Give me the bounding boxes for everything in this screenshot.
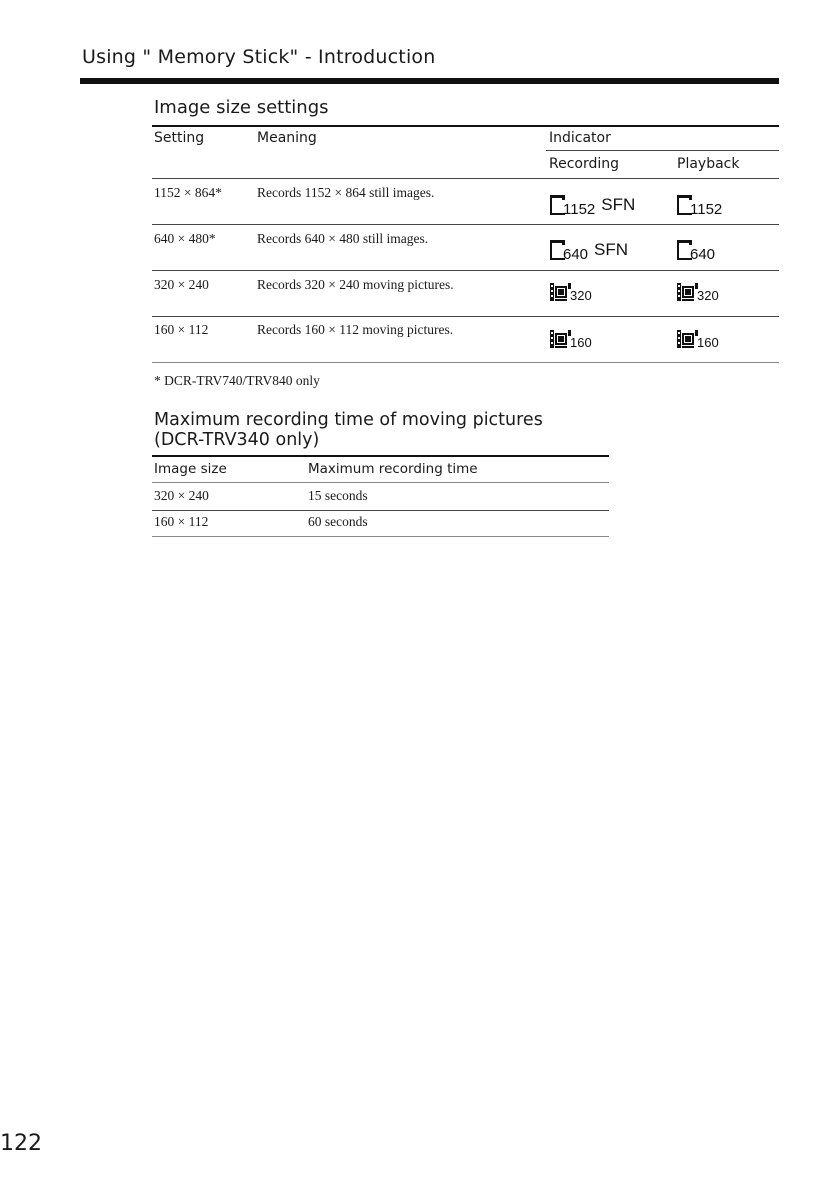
- table-header-bottom-rule: [152, 482, 609, 483]
- film-icon: [550, 330, 572, 348]
- section-title-image-size-settings: Image size settings: [154, 97, 329, 118]
- cell-meaning: Records 320 × 240 moving pictures.: [257, 277, 454, 292]
- indicator-size: 160: [697, 335, 719, 350]
- indicator-sfn: SFN: [594, 240, 629, 259]
- film-icon: [677, 283, 699, 301]
- row-divider: [152, 316, 779, 317]
- table-header-bottom-rule: [152, 178, 779, 179]
- cell-image-size: 160 × 112: [154, 514, 209, 529]
- section-rule: [152, 125, 779, 127]
- row-divider: [152, 224, 779, 225]
- section-title-line: (DCR-TRV340 only): [154, 430, 320, 450]
- recording-indicator: [550, 283, 592, 301]
- film-icon: [550, 283, 572, 301]
- page-header: Using " Memory Stick" - Introduction: [82, 46, 436, 68]
- column-header-indicator: Indicator: [549, 130, 611, 146]
- cell-setting: 1152 × 864*: [154, 185, 222, 200]
- indicator-size: 1152: [563, 201, 596, 218]
- header-rule: [80, 78, 779, 84]
- cell-setting: 160 × 112: [154, 322, 209, 337]
- indicator-size: 640: [690, 246, 716, 263]
- footnote: * DCR-TRV740/TRV840 only: [154, 373, 320, 388]
- cell-setting: 320 × 240: [154, 277, 209, 292]
- indicator-size: 640: [563, 246, 589, 263]
- film-icon: [677, 330, 699, 348]
- playback-indicator: [677, 195, 723, 218]
- playback-indicator: [677, 240, 716, 263]
- section-title-max-recording-time: [154, 410, 543, 450]
- cell-max-time: 15 seconds: [308, 488, 368, 503]
- indicator-size: 320: [697, 288, 719, 303]
- column-header-meaning: Meaning: [257, 130, 317, 146]
- row-divider: [152, 536, 609, 537]
- column-header-setting: Setting: [154, 130, 205, 146]
- playback-indicator: [677, 283, 719, 301]
- cell-setting: 640 × 480*: [154, 231, 216, 246]
- cell-meaning: Records 1152 × 864 still images.: [257, 185, 435, 200]
- playback-indicator: [677, 330, 719, 348]
- section-title-line: Maximum recording time of moving pictures: [154, 410, 543, 430]
- row-divider: [152, 270, 779, 271]
- indicator-size: 1152: [690, 201, 723, 218]
- column-header-recording: Recording: [549, 156, 620, 172]
- indicator-subrule: [546, 150, 779, 151]
- indicator-size: 320: [570, 288, 592, 303]
- column-header-image-size: Image size: [154, 461, 227, 477]
- row-divider: [152, 362, 779, 363]
- column-header-playback: Playback: [677, 156, 740, 172]
- cell-image-size: 320 × 240: [154, 488, 209, 503]
- recording-indicator: [550, 330, 592, 348]
- row-divider: [152, 510, 609, 511]
- cell-meaning: Records 160 × 112 moving pictures.: [257, 322, 454, 337]
- indicator-size: 160: [570, 335, 592, 350]
- cell-max-time: 60 seconds: [308, 514, 368, 529]
- cell-meaning: Records 640 × 480 still images.: [257, 231, 429, 246]
- page-number: 122: [0, 1131, 42, 1156]
- indicator-sfn: SFN: [601, 195, 636, 214]
- column-header-max-time: Maximum recording time: [308, 461, 478, 477]
- section-rule: [152, 455, 609, 457]
- recording-indicator: [550, 195, 636, 218]
- recording-indicator: [550, 240, 629, 263]
